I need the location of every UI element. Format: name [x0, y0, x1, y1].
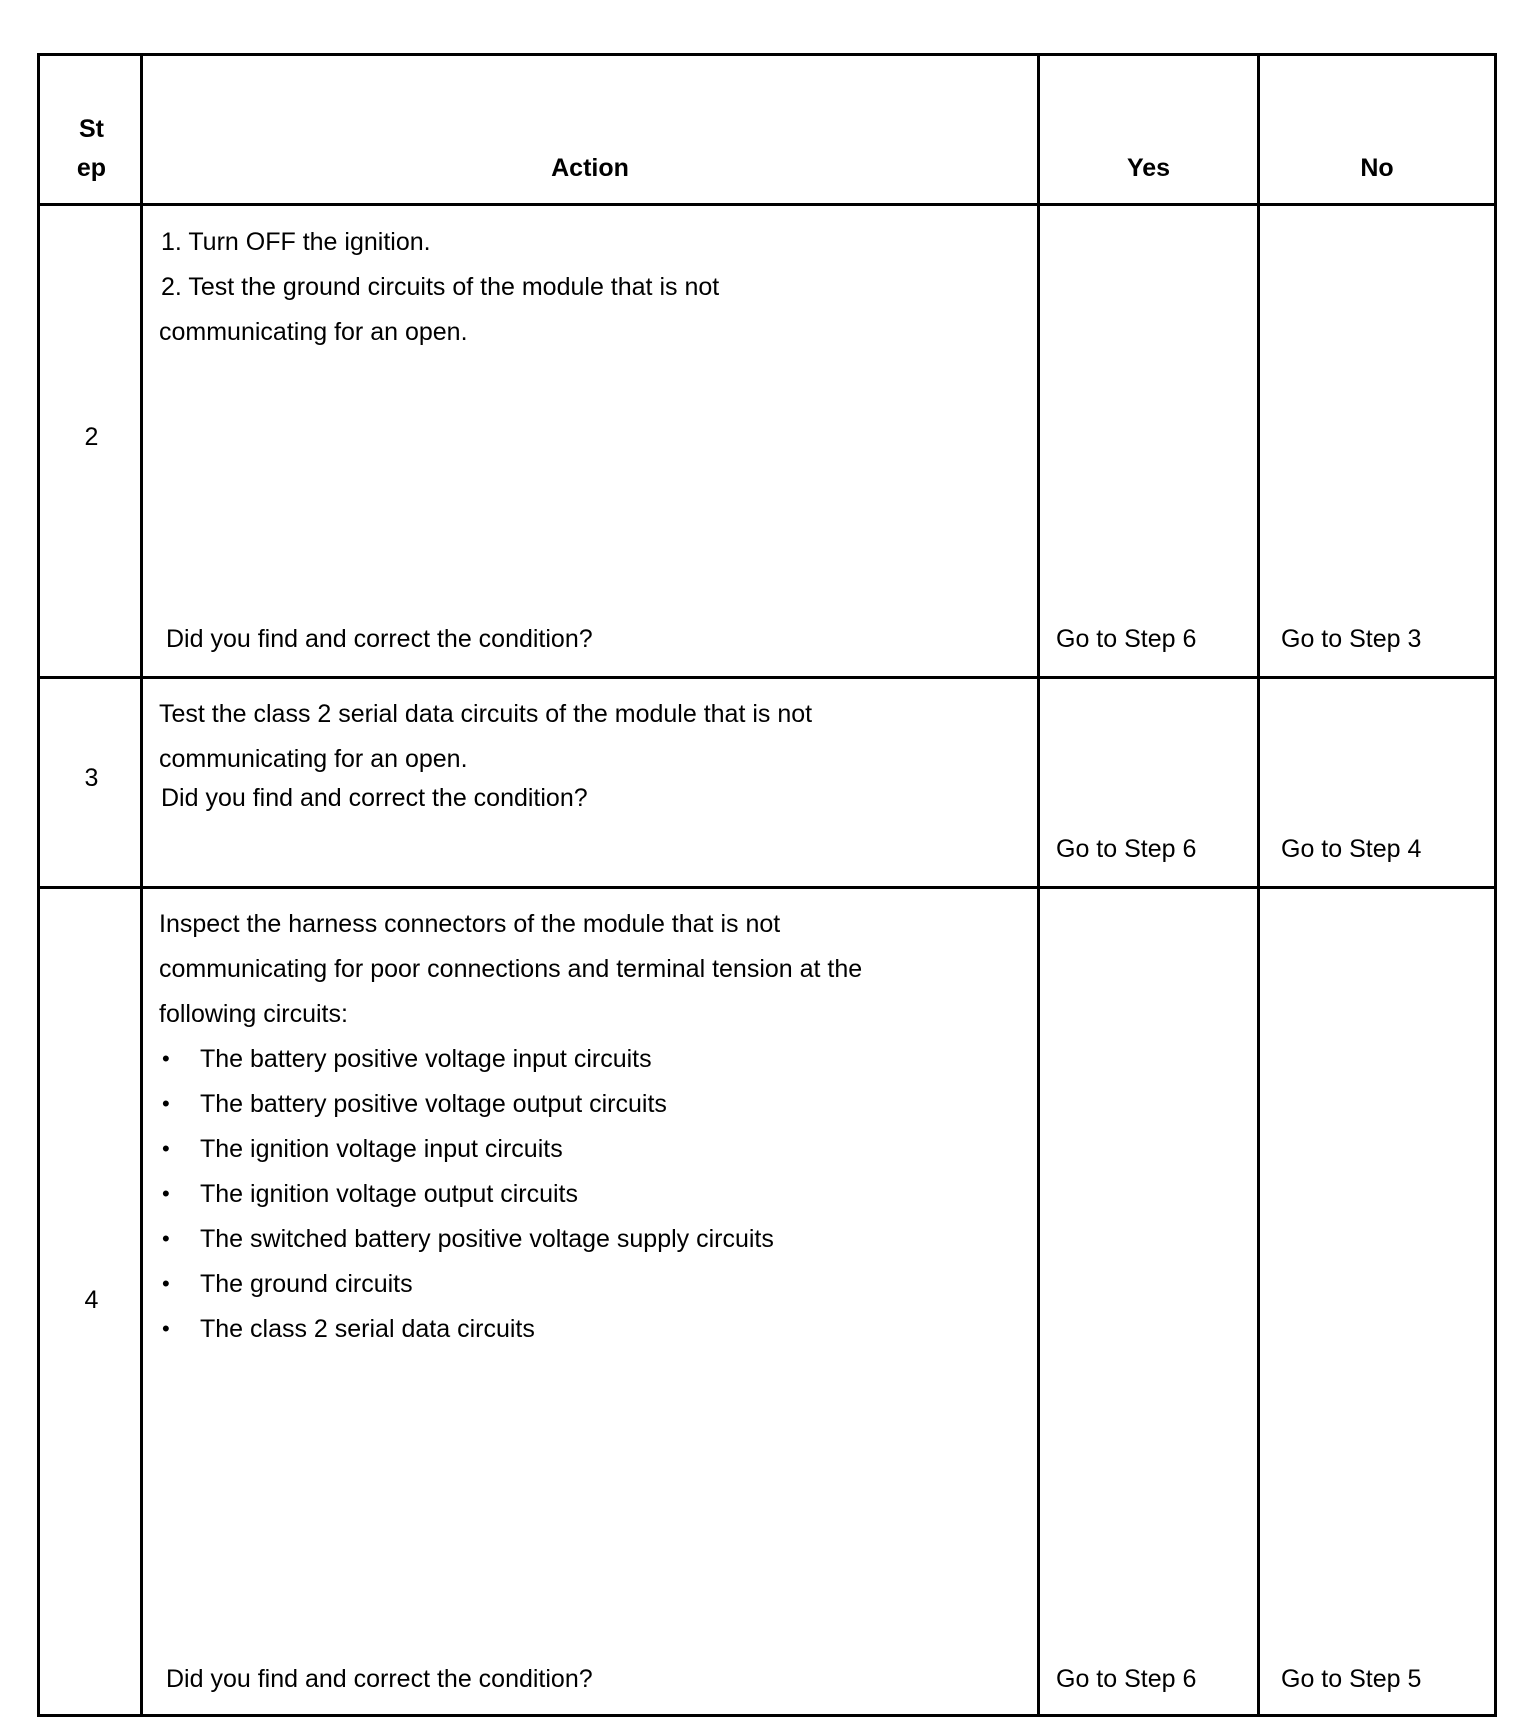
row-divider-step2	[40, 676, 1494, 679]
column-divider-action	[1037, 56, 1040, 1714]
step2-action-line1: 1. Turn OFF the ignition.	[161, 228, 431, 256]
diagnostic-table	[37, 53, 1497, 1717]
header-yes: Yes	[1126, 154, 1171, 182]
list-item: The ground circuits	[200, 1270, 413, 1298]
step3-yes: Go to Step 6	[1056, 835, 1197, 863]
step-number-4: 4	[84, 1286, 99, 1314]
column-divider-yes	[1257, 56, 1260, 1714]
step3-action-line2: communicating for an open.	[159, 745, 468, 773]
list-item: The switched battery positive voltage supply circuits	[200, 1225, 774, 1253]
step2-question: Did you find and correct the condition?	[166, 625, 593, 653]
step4-action-line1: Inspect the harness connectors of the module that is not	[159, 910, 781, 938]
step4-action-line2: communicating for poor connections and terminal tension at the	[159, 955, 863, 983]
step-number-3: 3	[84, 764, 99, 792]
header-step-line1: St	[79, 115, 104, 143]
header-divider	[40, 203, 1494, 206]
step3-no: Go to Step 4	[1281, 835, 1422, 863]
step3-question: Did you find and correct the condition?	[161, 784, 588, 812]
step4-yes: Go to Step 6	[1056, 1665, 1197, 1693]
step2-no: Go to Step 3	[1281, 625, 1422, 653]
bullet-dot: •	[162, 1226, 170, 1251]
row-divider-step3	[40, 886, 1494, 889]
step4-question: Did you find and correct the condition?	[166, 1665, 593, 1693]
bullet-dot: •	[162, 1091, 170, 1116]
list-item: The class 2 serial data circuits	[200, 1315, 535, 1343]
bullet-dot: •	[162, 1046, 170, 1071]
step4-action-line3: following circuits:	[159, 1000, 348, 1028]
header-no: No	[1360, 154, 1394, 182]
header-step-line2: ep	[76, 154, 107, 182]
step-number-2: 2	[84, 423, 99, 451]
bullet-dot: •	[162, 1271, 170, 1296]
step4-no: Go to Step 5	[1281, 1665, 1422, 1693]
list-item: The battery positive voltage input circuits	[200, 1045, 652, 1073]
bullet-dot: •	[162, 1136, 170, 1161]
list-item: The ignition voltage output circuits	[200, 1180, 578, 1208]
bullet-dot: •	[162, 1181, 170, 1206]
list-item: The battery positive voltage output circuits	[200, 1090, 667, 1118]
column-divider-step	[140, 56, 143, 1714]
step2-yes: Go to Step 6	[1056, 625, 1197, 653]
bullet-dot: •	[162, 1316, 170, 1341]
step2-action-line2: 2. Test the ground circuits of the module that is not	[161, 273, 720, 301]
step2-action-line3: communicating for an open.	[159, 318, 468, 346]
header-action: Action	[551, 154, 629, 182]
list-item: The ignition voltage input circuits	[200, 1135, 563, 1163]
step3-action-line1: Test the class 2 serial data circuits of the module that is not	[159, 700, 813, 728]
